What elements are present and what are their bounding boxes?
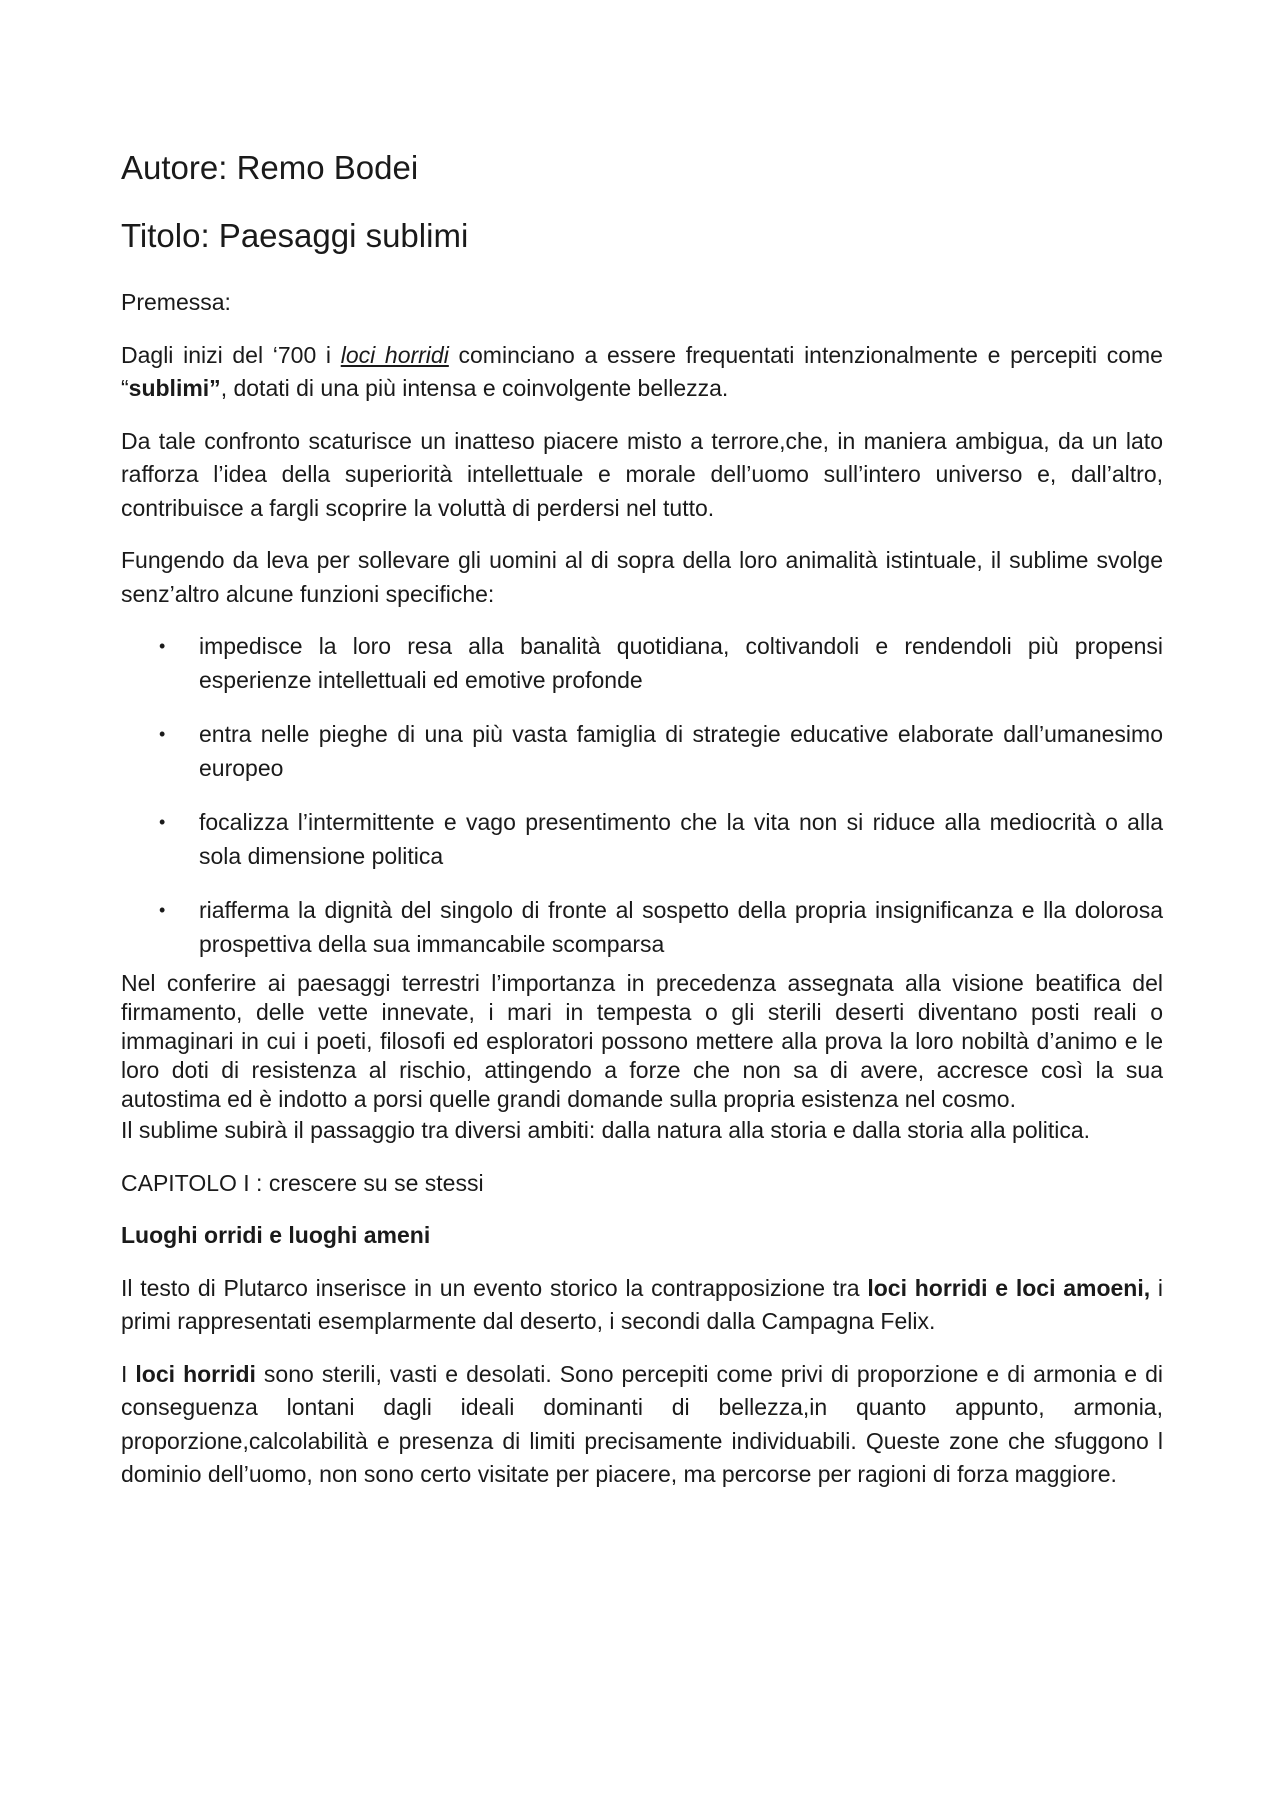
functions-list	[121, 630, 1163, 961]
bullet-marker: •	[159, 900, 166, 920]
list-item	[121, 630, 1163, 697]
list-item-text: impedisce la loro resa alla banalità quotidiana, coltivandoli e rendendoli più propensi esperienze intellettuali ed emotive profonde	[199, 633, 1163, 693]
list-item	[121, 806, 1163, 873]
bullet-marker: •	[159, 812, 166, 832]
p6-bold-terms: loci horridi e loci amoeni,	[867, 1274, 1151, 1301]
bullet-marker: •	[159, 636, 166, 656]
paragraph-plutarco	[121, 1272, 1163, 1339]
list-item-text: entra nelle pieghe di una più vasta famiglia di strategie educative elaborate dall’umanesimo europeo	[199, 721, 1163, 781]
chapter-heading: CAPITOLO I : crescere su se stessi	[121, 1169, 484, 1196]
premessa-label: Premessa:	[121, 289, 231, 315]
document-page	[121, 148, 1163, 1511]
p1-text-b: cominciano a essere frequentati intenzionalmente e percepiti come “	[121, 341, 1163, 401]
paragraph-loci-horridi	[121, 1358, 1163, 1492]
author-line: Autore: Remo Bodei	[121, 149, 419, 186]
p7-text-a: I	[121, 1360, 136, 1387]
title-line: Titolo: Paesaggi sublimi	[121, 217, 469, 254]
loci-horridi-term: loci horridi	[340, 341, 449, 368]
paragraph-confronto: Da tale confronto scaturisce un inatteso piacere misto a terrore,che, in maniera ambigua, da un lato rafforza l’idea della superiorità intellettuale e morale dell’uomo sull’intero universo e, dall’altro, contribuisce a fargli scoprire la voluttà di perdersi nel tutto.	[121, 427, 1163, 521]
paragraph-funzioni: Fungendo da leva per sollevare gli uomini al di sopra della loro animalità istintuale, il sublime svolge senz’altro alcune funzioni specifiche:	[121, 547, 1163, 607]
sublimi-term: sublimi”	[128, 375, 221, 401]
paragraph-paesaggi: Nel conferire ai paesaggi terrestri l’importanza in precedenza assegnata alla visione beatifica del firmamento, delle vette innevate, i mari in tempesta o gli sterili deserti diventano posti reali o immaginari in cui i poeti, filosofi ed esploratori possono mettere alla prova la loro nobiltà d’animo e le loro doti di resistenza al rischio, attingendo a forze che non sa di avere, accresce così la sua autostima ed è indotto a porsi quelle grandi domande sulla propria esistenza nel cosmo.	[121, 970, 1163, 1112]
p1-text-a: Dagli inizi del ‘700 i	[121, 341, 341, 368]
paragraph-passaggio: Il sublime subirà il passaggio tra diversi ambiti: dalla natura alla storia e dalla storia alla politica.	[121, 1117, 1091, 1143]
bullet-marker: •	[159, 724, 166, 744]
p7-text-b: sono sterili, vasti e desolati. Sono percepiti come privi di proporzione e di armonia e di conseguenza lontani dagli ideali dominanti di bellezza,in quanto appunto, armonia, proporzione,calcolabilità e presenza di limiti precisamente individuabili. Queste zone che sfuggono l dominio dell’uomo, non sono certo visitate per piacere, ma percorse per ragioni di forza maggiore.	[121, 1360, 1163, 1487]
list-item	[121, 894, 1163, 961]
p6-text-b: i primi rappresentati esemplarmente dal deserto, i secondi dalla Campagna Felix.	[121, 1274, 1164, 1334]
list-item	[121, 718, 1163, 785]
section-heading: Luoghi orridi e luoghi ameni	[121, 1222, 431, 1248]
p7-bold-term: loci horridi	[135, 1360, 256, 1387]
list-item-text: focalizza l’intermittente e vago presentimento che la vita non si riduce alla mediocrità o alla sola dimensione politica	[199, 809, 1163, 869]
p6-text-a: Il testo di Plutarco inserisce in un evento storico la contrapposizione tra	[121, 1274, 868, 1301]
list-item-text: riafferma la dignità del singolo di fronte al sospetto della propria insignificanza e lla dolorosa prospettiva della sua immancabile scomparsa	[199, 897, 1163, 957]
paragraph-intro	[121, 339, 1163, 406]
p1-text-c: , dotati di una più intensa e coinvolgente bellezza.	[220, 375, 729, 401]
